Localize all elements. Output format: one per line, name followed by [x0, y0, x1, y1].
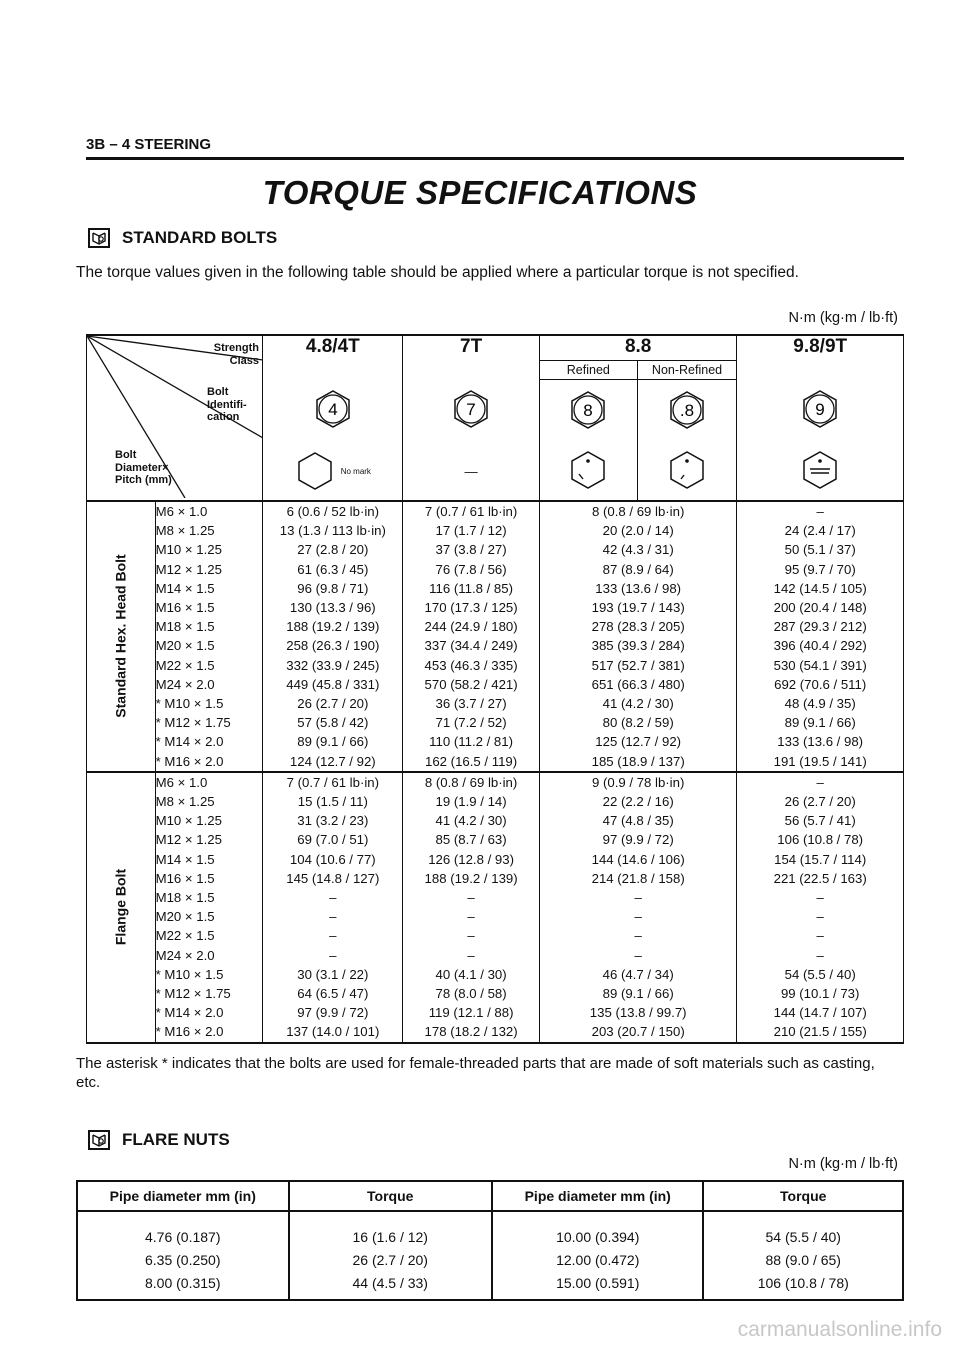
bolt-size-cell: M16 × 1.5 [155, 598, 263, 617]
torque-cell: – [539, 907, 736, 926]
head-mark-7-cell [403, 442, 540, 501]
flare-nuts-rows [77, 1211, 903, 1300]
torque-cell: 210 (21.5 / 155) [737, 1022, 904, 1042]
torque-cell: 85 (8.7 / 63) [403, 830, 540, 849]
torque-cell: – [737, 926, 904, 945]
torque-cell: 69 (7.0 / 51) [263, 830, 403, 849]
torque-header: Torque [703, 1181, 903, 1211]
table-row [87, 713, 904, 732]
strength-class-label: Strength Class [213, 342, 259, 367]
torque-cell: 200 (20.4 / 148) [737, 598, 904, 617]
ident-9-cell [737, 380, 904, 443]
torque-cell: – [263, 926, 403, 945]
bolt-head-dot-slash-icon [568, 450, 608, 490]
pipe-diameter-cell: 8.00 (0.315) [77, 1271, 289, 1300]
pipe-diameter-cell: 12.00 (0.472) [492, 1248, 704, 1271]
pipe-diameter-cell: 4.76 (0.187) [77, 1211, 289, 1248]
table-row [87, 772, 904, 792]
torque-cell: – [403, 888, 540, 907]
torque-cell: 87 (8.9 / 64) [539, 560, 736, 579]
torque-cell: 26 (2.7 / 20) [289, 1248, 492, 1271]
page-title: TORQUE SPECIFICATIONS [262, 174, 698, 211]
pipe-diameter-cell: 10.00 (0.394) [492, 1211, 704, 1248]
bolt-size-cell: M18 × 1.5 [155, 888, 263, 907]
bolt-size-cell: M22 × 1.5 [155, 656, 263, 675]
group-label-cell [87, 501, 156, 772]
bolt-head-9-icon [800, 389, 840, 429]
bolt-size-cell: M14 × 1.5 [155, 850, 263, 869]
torque-cell: – [737, 772, 904, 792]
torque-cell: 22 (2.2 / 16) [539, 792, 736, 811]
bolt-size-cell: M20 × 1.5 [155, 636, 263, 655]
plain-bolt-head-icon [295, 451, 335, 491]
table-row [87, 540, 904, 559]
torque-cell: 99 (10.1 / 73) [737, 984, 904, 1003]
bolt-size-cell: M8 × 1.25 [155, 521, 263, 540]
torque-cell: 130 (13.3 / 96) [263, 598, 403, 617]
header-rule [86, 157, 904, 160]
torque-cell: – [263, 946, 403, 965]
torque-cell: – [263, 888, 403, 907]
bolt-size-cell: M24 × 2.0 [155, 675, 263, 694]
torque-cell: 453 (46.3 / 335) [403, 656, 540, 675]
flare-nuts-heading-text: FLARE NUTS [122, 1130, 230, 1149]
group-label: Standard Hex. Head Bolt [112, 554, 129, 719]
bolt-size-cell: M20 × 1.5 [155, 907, 263, 926]
torque-cell: 145 (14.8 / 127) [263, 869, 403, 888]
torque-header: Torque [289, 1181, 492, 1211]
bolt-size-cell: M24 × 2.0 [155, 946, 263, 965]
bolt-size-cell: * M10 × 1.5 [155, 965, 263, 984]
torque-cell: 178 (18.2 / 132) [403, 1022, 540, 1042]
torque-cell: 95 (9.7 / 70) [737, 560, 904, 579]
standard-bolts-heading [88, 228, 277, 248]
torque-cell: 287 (29.3 / 212) [737, 617, 904, 636]
torque-cell: 7 (0.7 / 61 lb·in) [403, 501, 540, 521]
bolt-head-dot-line-icon [800, 450, 840, 490]
table-row [87, 926, 904, 945]
torque-cell: 42 (4.3 / 31) [539, 540, 736, 559]
torque-cell: 185 (18.9 / 137) [539, 752, 736, 772]
torque-cell: 106 (10.8 / 78) [737, 830, 904, 849]
torque-cell: 106 (10.8 / 78) [703, 1271, 903, 1300]
ident-8-nonrefined-cell [637, 380, 737, 443]
table-row [87, 694, 904, 713]
torque-cell: 133 (13.6 / 98) [539, 579, 736, 598]
torque-cell: 258 (26.3 / 190) [263, 636, 403, 655]
bolt-size-cell: M6 × 1.0 [155, 772, 263, 792]
standard-bolts-heading-text: STANDARD BOLTS [122, 228, 278, 247]
class-8-8-header: 8.8 [539, 335, 736, 361]
bolt-size-cell: * M14 × 2.0 [155, 732, 263, 751]
torque-cell: 244 (24.9 / 180) [403, 617, 540, 636]
torque-cell: 89 (9.1 / 66) [737, 713, 904, 732]
table-row [77, 1211, 903, 1248]
refined-header: Refined [539, 361, 637, 380]
torque-cell: 19 (1.9 / 14) [403, 792, 540, 811]
torque-cell: 54 (5.5 / 40) [737, 965, 904, 984]
torque-cell: – [737, 888, 904, 907]
class-7t-header: 7T [403, 335, 540, 380]
torque-cell: 57 (5.8 / 42) [263, 713, 403, 732]
table-row [87, 946, 904, 965]
torque-cell: 154 (15.7 / 114) [737, 850, 904, 869]
ident-8-refined-cell [539, 380, 637, 443]
head-mark-8-refined-cell [539, 442, 637, 501]
torque-cell: 13 (1.3 / 113 lb·in) [263, 521, 403, 540]
pipe-diameter-header: Pipe diameter mm (in) [492, 1181, 704, 1211]
table-row [87, 579, 904, 598]
table-row [77, 1248, 903, 1271]
bolt-size-cell: M18 × 1.5 [155, 617, 263, 636]
table-row [87, 675, 904, 694]
torque-cell: 61 (6.3 / 45) [263, 560, 403, 579]
bolt-size-cell: * M16 × 2.0 [155, 752, 263, 772]
torque-cell: 385 (39.3 / 284) [539, 636, 736, 655]
torque-cell: 530 (54.1 / 391) [737, 656, 904, 675]
table-row [87, 501, 904, 521]
table-row [87, 811, 904, 830]
svg-text:4: 4 [328, 400, 338, 420]
torque-cell: 27 (2.8 / 20) [263, 540, 403, 559]
group-label-cell [87, 772, 156, 1043]
bolt-size-cell: M10 × 1.25 [155, 811, 263, 830]
bolt-size-cell: * M12 × 1.75 [155, 984, 263, 1003]
torque-cell: 137 (14.0 / 101) [263, 1022, 403, 1042]
torque-cell: 119 (12.1 / 88) [403, 1003, 540, 1022]
torque-cell: 30 (3.1 / 22) [263, 965, 403, 984]
bolt-identification-label: Bolt Identifi- cation [207, 386, 247, 423]
torque-cell: 188 (19.2 / 139) [403, 869, 540, 888]
table-row [87, 907, 904, 926]
bolt-head-dot8-icon [667, 390, 707, 430]
table-row [87, 888, 904, 907]
table-row [87, 869, 904, 888]
table-row [87, 1022, 904, 1042]
torque-cell: 16 (1.6 / 12) [289, 1211, 492, 1248]
pipe-diameter-cell: 6.35 (0.250) [77, 1248, 289, 1271]
dash-mark: — [464, 463, 478, 479]
svg-text:9: 9 [815, 400, 825, 420]
torque-cell: 104 (10.6 / 77) [263, 850, 403, 869]
torque-cell: 26 (2.7 / 20) [737, 792, 904, 811]
torque-cell: 97 (9.9 / 72) [539, 830, 736, 849]
torque-cell: 71 (7.2 / 52) [403, 713, 540, 732]
torque-cell: 144 (14.6 / 106) [539, 850, 736, 869]
torque-cell: 126 (12.8 / 93) [403, 850, 540, 869]
torque-cell: 88 (9.0 / 65) [703, 1248, 903, 1271]
bolt-size-cell: M14 × 1.5 [155, 579, 263, 598]
pipe-diameter-header: Pipe diameter mm (in) [77, 1181, 289, 1211]
svg-text:.8: .8 [679, 400, 695, 420]
bolt-size-cell: * M10 × 1.5 [155, 694, 263, 713]
torque-cell: 20 (2.0 / 14) [539, 521, 736, 540]
torque-cell: – [403, 907, 540, 926]
torque-cell: 278 (28.3 / 205) [539, 617, 736, 636]
svg-text:7: 7 [466, 400, 476, 420]
class-9-8-header: 9.8/9T [737, 335, 904, 380]
table-row [87, 1003, 904, 1022]
torque-cell: – [737, 907, 904, 926]
table-row [87, 636, 904, 655]
group-label: Flange Bolt [112, 869, 129, 946]
torque-cell: – [403, 926, 540, 945]
svg-text:8: 8 [583, 400, 594, 420]
torque-cell: 50 (5.1 / 37) [737, 540, 904, 559]
torque-cell: 36 (3.7 / 27) [403, 694, 540, 713]
torque-cell: 31 (3.2 / 23) [263, 811, 403, 830]
torque-cell: 48 (4.9 / 35) [737, 694, 904, 713]
torque-cell: 44 (4.5 / 33) [289, 1271, 492, 1300]
torque-cell: 125 (12.7 / 92) [539, 732, 736, 751]
table-corner-header [87, 335, 263, 501]
torque-cell: 9 (0.9 / 78 lb·in) [539, 772, 736, 792]
torque-cell: 214 (21.8 / 158) [539, 869, 736, 888]
torque-cell: 37 (3.8 / 27) [403, 540, 540, 559]
book-icon [88, 1130, 110, 1150]
torque-cell: – [403, 946, 540, 965]
torque-cell: 89 (9.1 / 66) [539, 984, 736, 1003]
bolt-size-cell: M12 × 1.25 [155, 560, 263, 579]
torque-cell: 162 (16.5 / 119) [403, 752, 540, 772]
table-row [87, 850, 904, 869]
bolt-size-cell: M16 × 1.5 [155, 869, 263, 888]
pipe-diameter-cell: 15.00 (0.591) [492, 1271, 704, 1300]
head-mark-4-cell [263, 442, 403, 501]
torque-cell: 135 (13.8 / 99.7) [539, 1003, 736, 1022]
nonrefined-header: Non-Refined [637, 361, 737, 380]
torque-cell: 96 (9.8 / 71) [263, 579, 403, 598]
torque-cell: 97 (9.9 / 72) [263, 1003, 403, 1022]
table-row [87, 752, 904, 772]
torque-cell: 78 (8.0 / 58) [403, 984, 540, 1003]
torque-cell: – [539, 946, 736, 965]
bolt-size-cell: * M14 × 2.0 [155, 1003, 263, 1022]
no-mark-label: No mark [340, 466, 371, 476]
torque-cell: 124 (12.7 / 92) [263, 752, 403, 772]
bolt-unit: N·m (kg·m / lb·ft) [788, 310, 898, 326]
torque-cell: 110 (11.2 / 81) [403, 732, 540, 751]
book-icon [88, 228, 110, 248]
torque-cell: 337 (34.4 / 249) [403, 636, 540, 655]
torque-cell: 17 (1.7 / 12) [403, 521, 540, 540]
intro-text: The torque values given in the following table should be applied where a particular torque is not specified. [76, 264, 799, 281]
torque-cell: 54 (5.5 / 40) [703, 1211, 903, 1248]
torque-cell: 517 (52.7 / 381) [539, 656, 736, 675]
torque-cell: 116 (11.8 / 85) [403, 579, 540, 598]
table-row [87, 656, 904, 675]
torque-cell: 142 (14.5 / 105) [737, 579, 904, 598]
torque-cell: 191 (19.5 / 141) [737, 752, 904, 772]
torque-cell: 692 (70.6 / 511) [737, 675, 904, 694]
torque-cell: 41 (4.2 / 30) [539, 694, 736, 713]
watermark: carmanualsonline.info [737, 1318, 942, 1341]
torque-cell: – [539, 888, 736, 907]
bolt-size-cell: * M16 × 2.0 [155, 1022, 263, 1042]
torque-cell: 8 (0.8 / 69 lb·in) [403, 772, 540, 792]
torque-cell: 6 (0.6 / 52 lb·in) [263, 501, 403, 521]
bolt-head-4-icon [313, 389, 353, 429]
head-mark-8-nonrefined-cell [637, 442, 737, 501]
asterisk-note: The asterisk * indicates that the bolts are used for female-threaded parts that are made of soft materials such as casting, etc. [76, 1055, 875, 1091]
torque-cell: 188 (19.2 / 139) [263, 617, 403, 636]
table-row [77, 1271, 903, 1300]
torque-cell: 46 (4.7 / 34) [539, 965, 736, 984]
bolt-head-7-icon [451, 389, 491, 429]
ident-7-cell [403, 380, 540, 443]
torque-cell: 396 (40.4 / 292) [737, 636, 904, 655]
torque-cell: 40 (4.1 / 30) [403, 965, 540, 984]
standard-bolts-table [86, 334, 904, 1044]
torque-cell: 26 (2.7 / 20) [263, 694, 403, 713]
table-row [87, 792, 904, 811]
torque-cell: 651 (66.3 / 480) [539, 675, 736, 694]
torque-cell: 7 (0.7 / 61 lb·in) [263, 772, 403, 792]
flange-bolt-group [87, 772, 904, 1043]
torque-cell: 64 (6.5 / 47) [263, 984, 403, 1003]
torque-cell: 76 (7.8 / 56) [403, 560, 540, 579]
class-4-8-header: 4.8/4T [263, 335, 403, 380]
standard-hex-head-bolt-group [87, 501, 904, 772]
torque-cell: – [539, 926, 736, 945]
torque-cell: – [737, 946, 904, 965]
page-header: 3B – 4 STEERING [86, 136, 212, 153]
torque-cell: 15 (1.5 / 11) [263, 792, 403, 811]
torque-cell: – [263, 907, 403, 926]
bolt-diameter-label: Bolt Diameter× Pitch (mm) [115, 449, 172, 486]
table-row [87, 965, 904, 984]
table-row [87, 598, 904, 617]
torque-cell: 449 (45.8 / 331) [263, 675, 403, 694]
flare-nuts-table [76, 1180, 904, 1301]
torque-cell: 41 (4.2 / 30) [403, 811, 540, 830]
bolt-size-cell: * M12 × 1.75 [155, 713, 263, 732]
torque-cell: 47 (4.8 / 35) [539, 811, 736, 830]
table-row [87, 560, 904, 579]
bolt-head-dot-tick-icon [667, 450, 707, 490]
table-row [87, 984, 904, 1003]
bolt-size-cell: M8 × 1.25 [155, 792, 263, 811]
ident-4-cell [263, 380, 403, 443]
table-row [87, 830, 904, 849]
torque-cell: 332 (33.9 / 245) [263, 656, 403, 675]
bolt-head-8-icon [568, 390, 608, 430]
bolt-size-cell: M6 × 1.0 [155, 501, 263, 521]
torque-cell: 221 (22.5 / 163) [737, 869, 904, 888]
torque-cell: 144 (14.7 / 107) [737, 1003, 904, 1022]
table-row [87, 732, 904, 751]
torque-cell: 56 (5.7 / 41) [737, 811, 904, 830]
bolt-size-cell: M10 × 1.25 [155, 540, 263, 559]
torque-cell: 203 (20.7 / 150) [539, 1022, 736, 1042]
bolt-size-cell: M12 × 1.25 [155, 830, 263, 849]
torque-cell: 170 (17.3 / 125) [403, 598, 540, 617]
torque-cell: – [737, 501, 904, 521]
flare-nuts-heading [88, 1130, 230, 1150]
flare-unit: N·m (kg·m / lb·ft) [788, 1156, 898, 1172]
torque-cell: 8 (0.8 / 69 lb·in) [539, 501, 736, 521]
torque-cell: 133 (13.6 / 98) [737, 732, 904, 751]
torque-cell: 89 (9.1 / 66) [263, 732, 403, 751]
torque-cell: 193 (19.7 / 143) [539, 598, 736, 617]
table-row [87, 521, 904, 540]
head-mark-9-cell [737, 442, 904, 501]
torque-cell: 570 (58.2 / 421) [403, 675, 540, 694]
bolt-size-cell: M22 × 1.5 [155, 926, 263, 945]
torque-cell: 80 (8.2 / 59) [539, 713, 736, 732]
torque-cell: 24 (2.4 / 17) [737, 521, 904, 540]
table-row [87, 617, 904, 636]
